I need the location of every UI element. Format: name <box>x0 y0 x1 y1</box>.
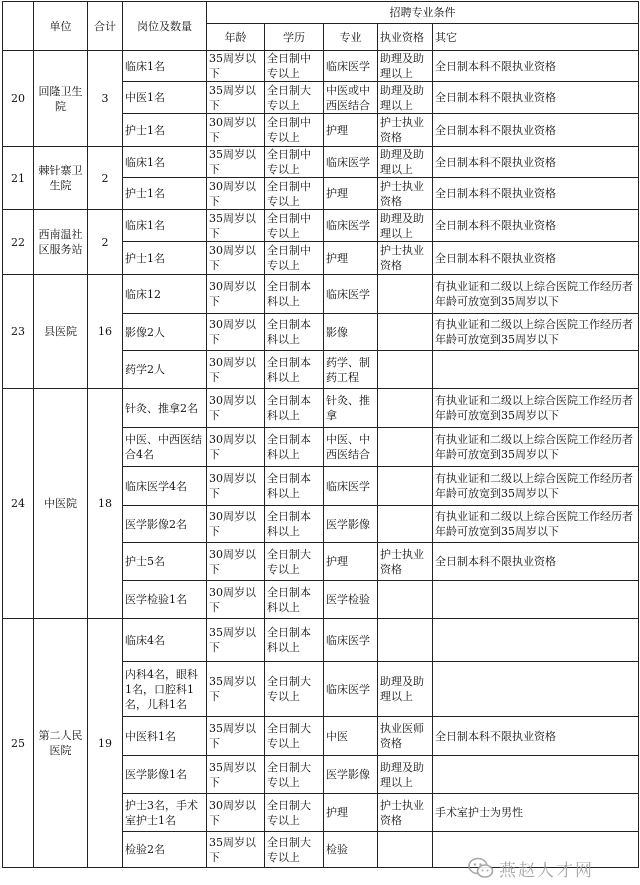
unit-name-cell: 棘针寨卫生院 <box>34 147 88 210</box>
age-cell: 35周岁以下 <box>207 147 265 178</box>
table-body <box>3 51 639 868</box>
other-cell <box>433 662 639 717</box>
header-age: 年龄 <box>207 24 265 51</box>
other-cell: 全日制本科不限执业资格 <box>433 210 639 242</box>
education-cell: 全日制大专以上 <box>265 543 324 581</box>
education-cell: 全日制中专以上 <box>265 210 324 242</box>
other-cell <box>433 756 639 794</box>
major-cell: 临床医学 <box>324 147 378 178</box>
age-cell: 30周岁以下 <box>207 242 265 275</box>
education-cell: 全日制大专以上 <box>265 794 324 832</box>
age-cell: 30周岁以下 <box>207 178 265 210</box>
header-education: 学历 <box>265 24 324 51</box>
unit-number-cell: 25 <box>3 619 34 868</box>
education-cell: 全日制本科以上 <box>265 619 324 662</box>
education-cell: 全日制本科以上 <box>265 467 324 506</box>
age-cell: 35周岁以下 <box>207 662 265 717</box>
major-cell: 药学、制药工程 <box>324 351 378 389</box>
major-cell: 护理 <box>324 114 378 147</box>
position-cell: 护士3名，手术室护士1名 <box>123 794 207 832</box>
other-cell <box>433 351 639 389</box>
age-cell: 30周岁以下 <box>207 794 265 832</box>
major-cell: 临床医学 <box>324 662 378 717</box>
header-unit: 单位 <box>34 2 88 51</box>
age-cell: 35周岁以下 <box>207 756 265 794</box>
header-license: 执业资格 <box>378 24 433 51</box>
position-cell: 医学检验1名 <box>123 581 207 619</box>
table-row <box>3 147 639 178</box>
license-cell <box>378 619 433 662</box>
other-cell: 有执业证和二级以上综合医院工作经历者年龄可放宽到35周岁以下 <box>433 275 639 314</box>
unit-name-cell: 第二人民医院 <box>34 619 88 868</box>
age-cell: 35周岁以下 <box>207 619 265 662</box>
other-cell: 全日制本科不限执业资格 <box>433 114 639 147</box>
license-cell <box>378 275 433 314</box>
education-cell: 全日制本科以上 <box>265 389 324 428</box>
license-cell: 助理及助理以上 <box>378 82 433 114</box>
unit-name-cell: 西南温社区服务站 <box>34 210 88 275</box>
position-cell: 中医、中西医结合4名 <box>123 428 207 467</box>
age-cell: 35周岁以下 <box>207 210 265 242</box>
position-cell: 临床1名 <box>123 51 207 82</box>
position-cell: 医学影像2名 <box>123 506 207 543</box>
major-cell: 临床医学 <box>324 210 378 242</box>
age-cell: 35周岁以下 <box>207 51 265 82</box>
age-cell: 30周岁以下 <box>207 351 265 389</box>
license-cell: 护士执业资格 <box>378 178 433 210</box>
watermark <box>468 856 594 880</box>
unit-total-cell: 18 <box>88 389 123 619</box>
unit-total-cell: 2 <box>88 210 123 275</box>
license-cell: 助理及助理以上 <box>378 756 433 794</box>
age-cell: 30周岁以下 <box>207 275 265 314</box>
table-row <box>3 389 639 428</box>
education-cell: 全日制大专以上 <box>265 662 324 717</box>
unit-number-cell: 23 <box>3 275 34 389</box>
education-cell: 全日制大专以上 <box>265 756 324 794</box>
license-cell <box>378 467 433 506</box>
position-cell: 内科4名，眼科1名，口腔科1名，儿科1名 <box>123 662 207 717</box>
position-cell: 护士1名 <box>123 114 207 147</box>
age-cell: 30周岁以下 <box>207 581 265 619</box>
major-cell: 中医或中西医结合 <box>324 82 378 114</box>
education-cell: 全日制中专以上 <box>265 114 324 147</box>
other-cell: 全日制本科不限执业资格 <box>433 51 639 82</box>
major-cell: 护理 <box>324 242 378 275</box>
position-cell: 中医科1名 <box>123 717 207 756</box>
education-cell: 全日制大专以上 <box>265 717 324 756</box>
position-cell: 检验2名 <box>123 832 207 868</box>
major-cell: 医学影像 <box>324 506 378 543</box>
position-cell: 针灸、推拿2名 <box>123 389 207 428</box>
age-cell: 30周岁以下 <box>207 428 265 467</box>
unit-number-cell: 20 <box>3 51 34 147</box>
education-cell: 全日制本科以上 <box>265 351 324 389</box>
major-cell: 临床医学 <box>324 619 378 662</box>
license-cell: 护士执业资格 <box>378 543 433 581</box>
license-cell: 护士执业资格 <box>378 114 433 147</box>
position-cell: 临床1名 <box>123 210 207 242</box>
unit-total-cell: 19 <box>88 619 123 868</box>
license-cell: 助理及助理以上 <box>378 51 433 82</box>
education-cell: 全日制大专以上 <box>265 832 324 868</box>
education-cell: 全日制中专以上 <box>265 242 324 275</box>
watermark-text: 燕赵人才网 <box>499 860 594 881</box>
license-cell <box>378 428 433 467</box>
major-cell: 临床医学 <box>324 275 378 314</box>
education-cell: 全日制本科以上 <box>265 275 324 314</box>
major-cell: 中医、中西医结合 <box>324 428 378 467</box>
education-cell: 全日制本科以上 <box>265 506 324 543</box>
major-cell: 临床医学 <box>324 467 378 506</box>
age-cell: 30周岁以下 <box>207 543 265 581</box>
unit-name-cell: 县医院 <box>34 275 88 389</box>
unit-total-cell: 16 <box>88 275 123 389</box>
age-cell: 30周岁以下 <box>207 506 265 543</box>
other-cell: 有执业证和二级以上综合医院工作经历者年龄可放宽到35周岁以下 <box>433 467 639 506</box>
education-cell: 全日制中专以上 <box>265 51 324 82</box>
license-cell: 护士执业资格 <box>378 242 433 275</box>
education-cell: 全日制大专以上 <box>265 82 324 114</box>
other-cell: 全日制本科不限执业资格 <box>433 717 639 756</box>
unit-name-cell: 中医院 <box>34 389 88 619</box>
other-cell <box>433 619 639 662</box>
major-cell: 护理 <box>324 543 378 581</box>
age-cell: 30周岁以下 <box>207 114 265 147</box>
education-cell: 全日制中专以上 <box>265 178 324 210</box>
major-cell: 医学影像 <box>324 756 378 794</box>
other-cell: 全日制本科不限执业资格 <box>433 543 639 581</box>
major-cell: 针灸、推拿 <box>324 389 378 428</box>
position-cell: 护士1名 <box>123 178 207 210</box>
unit-total-cell: 3 <box>88 51 123 147</box>
license-cell: 执业医师资格 <box>378 717 433 756</box>
age-cell: 30周岁以下 <box>207 389 265 428</box>
other-cell: 全日制本科不限执业资格 <box>433 242 639 275</box>
position-cell: 临床12 <box>123 275 207 314</box>
position-cell: 中医1名 <box>123 82 207 114</box>
age-cell: 35周岁以下 <box>207 717 265 756</box>
other-cell: 有执业证和二级以上综合医院工作经历者年龄可放宽到35周岁以下 <box>433 506 639 543</box>
age-cell: 30周岁以下 <box>207 314 265 351</box>
other-cell: 手术室护士为男性 <box>433 794 639 832</box>
major-cell: 护理 <box>324 178 378 210</box>
position-cell: 医学影像1名 <box>123 756 207 794</box>
unit-number-cell: 24 <box>3 389 34 619</box>
license-cell: 助理及助理以上 <box>378 210 433 242</box>
table-row <box>3 275 639 314</box>
education-cell: 全日制本科以上 <box>265 581 324 619</box>
unit-name-cell: 回隆卫生院 <box>34 51 88 147</box>
position-cell: 临床1名 <box>123 147 207 178</box>
position-cell: 影像2人 <box>123 314 207 351</box>
other-cell <box>433 581 639 619</box>
major-cell: 检验 <box>324 832 378 868</box>
header-position: 岗位及数量 <box>123 2 207 51</box>
recruitment-table <box>2 1 639 868</box>
major-cell: 中医 <box>324 717 378 756</box>
major-cell: 影像 <box>324 314 378 351</box>
unit-number-cell: 21 <box>3 147 34 210</box>
license-cell <box>378 314 433 351</box>
education-cell: 全日制中专以上 <box>265 147 324 178</box>
age-cell: 35周岁以下 <box>207 832 265 868</box>
table-row <box>3 210 639 242</box>
license-cell: 助理及助理以上 <box>378 662 433 717</box>
position-cell: 护士5名 <box>123 543 207 581</box>
license-cell <box>378 389 433 428</box>
header-total: 合计 <box>88 2 123 51</box>
major-cell: 护理 <box>324 794 378 832</box>
position-cell: 药学2人 <box>123 351 207 389</box>
header-other: 其它 <box>433 24 639 51</box>
unit-total-cell: 2 <box>88 147 123 210</box>
header-conditions: 招聘专业条件 <box>207 2 639 24</box>
header-major: 专业 <box>324 24 378 51</box>
header-number <box>3 2 34 51</box>
position-cell: 护士1名 <box>123 242 207 275</box>
other-cell: 有执业证和二级以上综合医院工作经历者年龄可放宽到35周岁以下 <box>433 314 639 351</box>
table-row <box>3 51 639 82</box>
license-cell: 助理及助理以上 <box>378 147 433 178</box>
other-cell: 全日制本科不限执业资格 <box>433 178 639 210</box>
license-cell <box>378 832 433 868</box>
license-cell <box>378 581 433 619</box>
major-cell: 临床医学 <box>324 51 378 82</box>
license-cell <box>378 351 433 389</box>
education-cell: 全日制本科以上 <box>265 428 324 467</box>
position-cell: 临床4名 <box>123 619 207 662</box>
other-cell: 有执业证和二级以上综合医院工作经历者年龄可放宽到35周岁以下 <box>433 389 639 428</box>
age-cell: 35周岁以下 <box>207 82 265 114</box>
position-cell: 临床医学4名 <box>123 467 207 506</box>
other-cell: 全日制本科不限执业资格 <box>433 82 639 114</box>
major-cell: 医学检验 <box>324 581 378 619</box>
license-cell <box>378 506 433 543</box>
recruitment-table-page <box>2 1 639 868</box>
other-cell: 有执业证和二级以上综合医院工作经历者年龄可放宽到35周岁以下 <box>433 428 639 467</box>
education-cell: 全日制本科以上 <box>265 314 324 351</box>
wechat-icon <box>468 857 494 879</box>
license-cell: 护士执业资格 <box>378 794 433 832</box>
other-cell: 全日制本科不限执业资格 <box>433 147 639 178</box>
table-row <box>3 619 639 662</box>
age-cell: 30周岁以下 <box>207 467 265 506</box>
unit-number-cell: 22 <box>3 210 34 275</box>
